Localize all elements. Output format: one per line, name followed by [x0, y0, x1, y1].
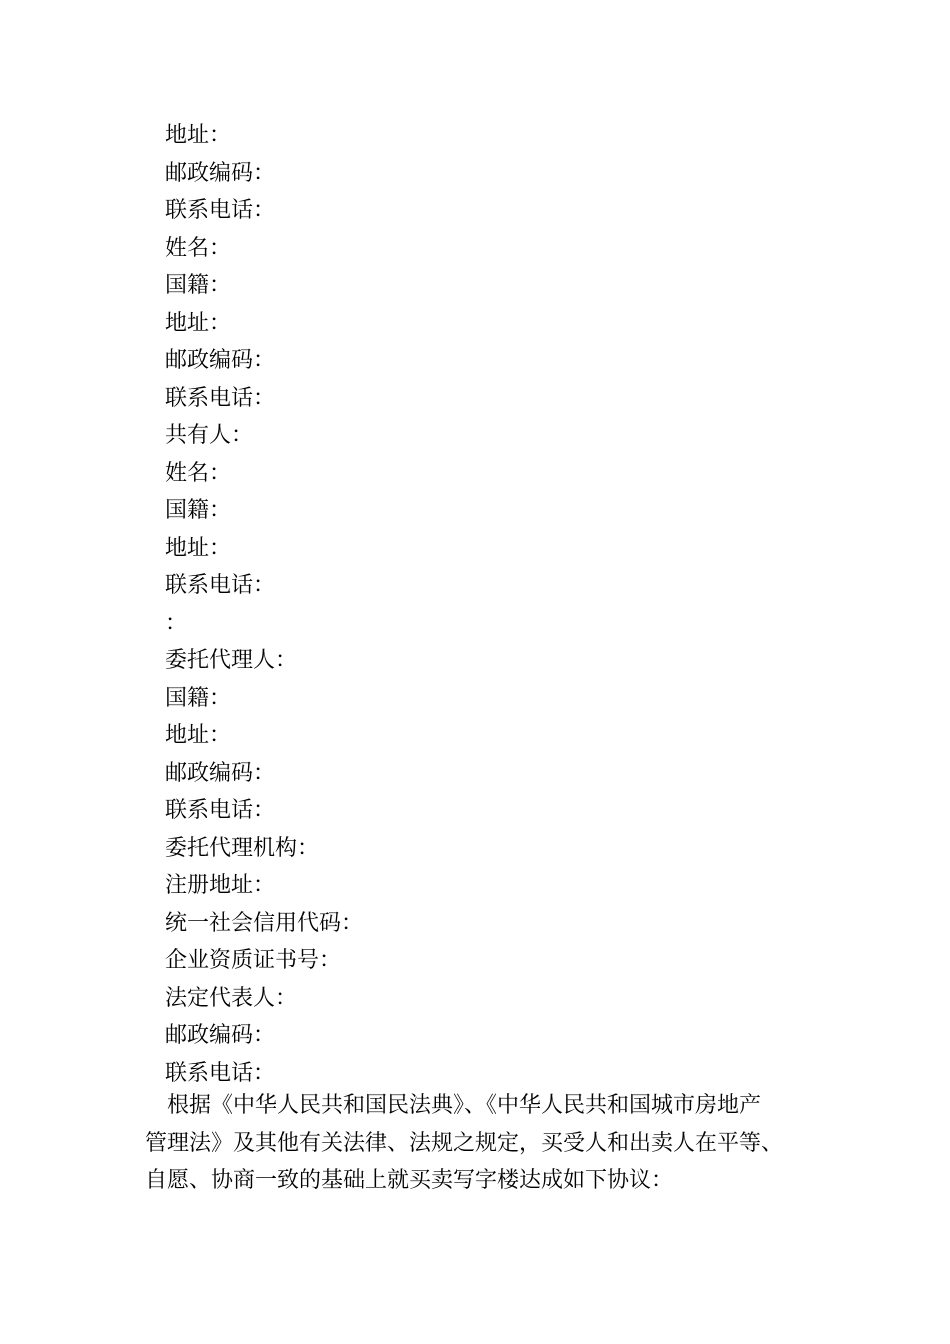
field-agent: 委托代理人： [165, 648, 298, 673]
field-name: 姓名： [165, 460, 232, 486]
field-phone: 联系电话： [165, 198, 276, 223]
field-phone: 联系电话： [165, 385, 276, 411]
field-name: 姓名： [165, 235, 232, 261]
field-postal-code: 邮政编码： [165, 348, 276, 373]
field-nationality: 国籍： [165, 498, 232, 523]
field-qualification-cert: 企业资质证书号： [165, 948, 342, 973]
field-phone: 联系电话： [165, 798, 276, 823]
field-phone: 联系电话： [165, 573, 276, 598]
field-nationality: 国籍： [165, 685, 232, 711]
party-info-fields [165, 117, 805, 1092]
field-address: 地址： [165, 535, 232, 561]
field-co-owner: 共有人： [165, 423, 254, 448]
agreement-paragraph [145, 1087, 815, 1200]
paragraph-line: 自愿、协商一致的基础上就买卖写字楼达成如下协议： [145, 1168, 674, 1193]
paragraph-line: 管理法》及其他有关法律、法规之规定，买受人和出卖人在平等、 [145, 1130, 784, 1156]
field-phone: 联系电话： [165, 1060, 276, 1086]
field-agency: 委托代理机构： [165, 835, 320, 861]
field-address: 地址： [165, 123, 232, 148]
field-address: 地址： [165, 723, 232, 748]
field-nationality: 国籍： [165, 273, 232, 298]
field-postal-code: 邮政编码： [165, 1023, 276, 1048]
field-credit-code: 统一社会信用代码： [165, 910, 364, 936]
field-address: 地址： [165, 310, 232, 336]
field-postal-code: 邮政编码： [165, 160, 276, 186]
field-legal-representative: 法定代表人： [165, 985, 298, 1011]
paragraph-line: 根据《中华人民共和国民法典》、《中华人民共和国城市房地产 [167, 1093, 762, 1118]
field-blank: ： [165, 610, 188, 636]
field-postal-code: 邮政编码： [165, 760, 276, 786]
field-registered-address: 注册地址： [165, 873, 276, 898]
